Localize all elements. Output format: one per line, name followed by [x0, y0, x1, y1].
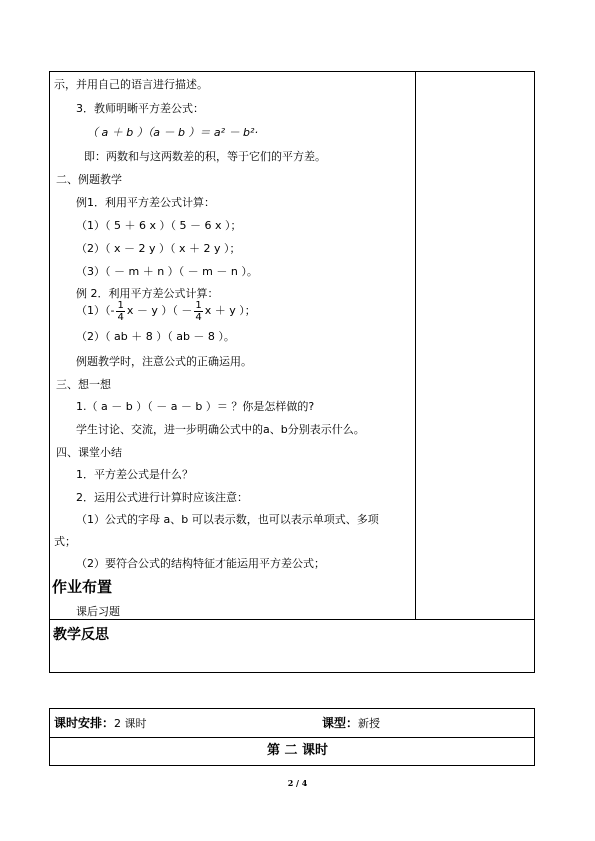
text-line: 1.（ a － b ）（ － a － b ）＝ ？你是怎样做的? [76, 400, 315, 413]
section-heading: 三、想一想 [56, 378, 111, 391]
homework-heading: 作业布置 [52, 578, 113, 596]
lesson-type-label: 课型： [322, 716, 359, 730]
fraction-one-quarter [194, 300, 202, 323]
text-line: 示，并用自己的语言进行描述。 [54, 78, 208, 91]
text-line: 3．教师明晰平方差公式： [76, 102, 204, 115]
section-heading: 二、例题教学 [56, 173, 122, 186]
formula-line: （3）（ － m ＋ n ）（ － m － n ）。 [76, 265, 258, 278]
text-line: （2）要符合公式的结构特征才能运用平方差公式； [76, 557, 325, 570]
formula-fraction-line [76, 299, 256, 323]
text-line: 例 2．利用平方差公式计算： [76, 287, 219, 300]
text-line: 例题教学时，注意公式的正确运用。 [76, 355, 252, 368]
schedule-label: 课时安排： [54, 716, 115, 730]
text-line: 例1．利用平方差公式计算： [76, 196, 215, 209]
frac-mid: x － y ）（ － [126, 304, 193, 317]
text-line: 即：两数和与这两数差的积，等于它们的平方差。 [84, 150, 326, 163]
fraction-numerator: 1 [117, 299, 124, 311]
reflection-title: 教学反思 [53, 627, 109, 643]
frac-prefix: （1）（- [76, 304, 115, 317]
text-line: 式； [54, 535, 76, 548]
lesson-type-row [322, 716, 380, 731]
lesson-type-value: 新授 [358, 717, 381, 730]
page-number: 2 / 4 [287, 778, 308, 788]
frac-suffix: x ＋ y ）； [204, 304, 256, 317]
reflection-box [49, 619, 535, 673]
text-line: 学生讨论、交流，进一步明确公式中的a、b分别表示什么。 [76, 423, 365, 436]
fraction-numerator: 1 [195, 299, 202, 311]
fraction-denominator: 4 [117, 311, 124, 323]
formula-line: （2）（ x － 2 y ）（ x ＋ 2 y ）； [76, 242, 241, 255]
formula-line: （2）（ ab ＋ 8 ）（ ab － 8 ）。 [76, 330, 235, 343]
text-line: （1）公式的字母 a、b 可以表示数，也可以表示单项式、多项 [76, 513, 379, 526]
text-line: 2．运用公式进行计算时应该注意： [76, 491, 248, 504]
formula-line: （1）（ 5 ＋ 6 x ）（ 5 － 6 x ）； [76, 219, 242, 232]
schedule-row [54, 716, 147, 731]
schedule-divider [49, 737, 535, 738]
notes-column-divider [415, 71, 416, 620]
section-title: 第 二 课时 [266, 743, 329, 758]
fraction-one-quarter [116, 300, 124, 323]
text-line: 课后习题 [76, 605, 120, 618]
schedule-value: 2 课时 [114, 717, 147, 730]
formula-line: （ a ＋ b ）（a － b ）＝ a² － b²· [87, 126, 258, 139]
section-heading: 四、课堂小结 [56, 446, 122, 459]
text-line: 1．平方差公式是什么？ [76, 468, 193, 481]
fraction-denominator: 4 [195, 311, 202, 323]
